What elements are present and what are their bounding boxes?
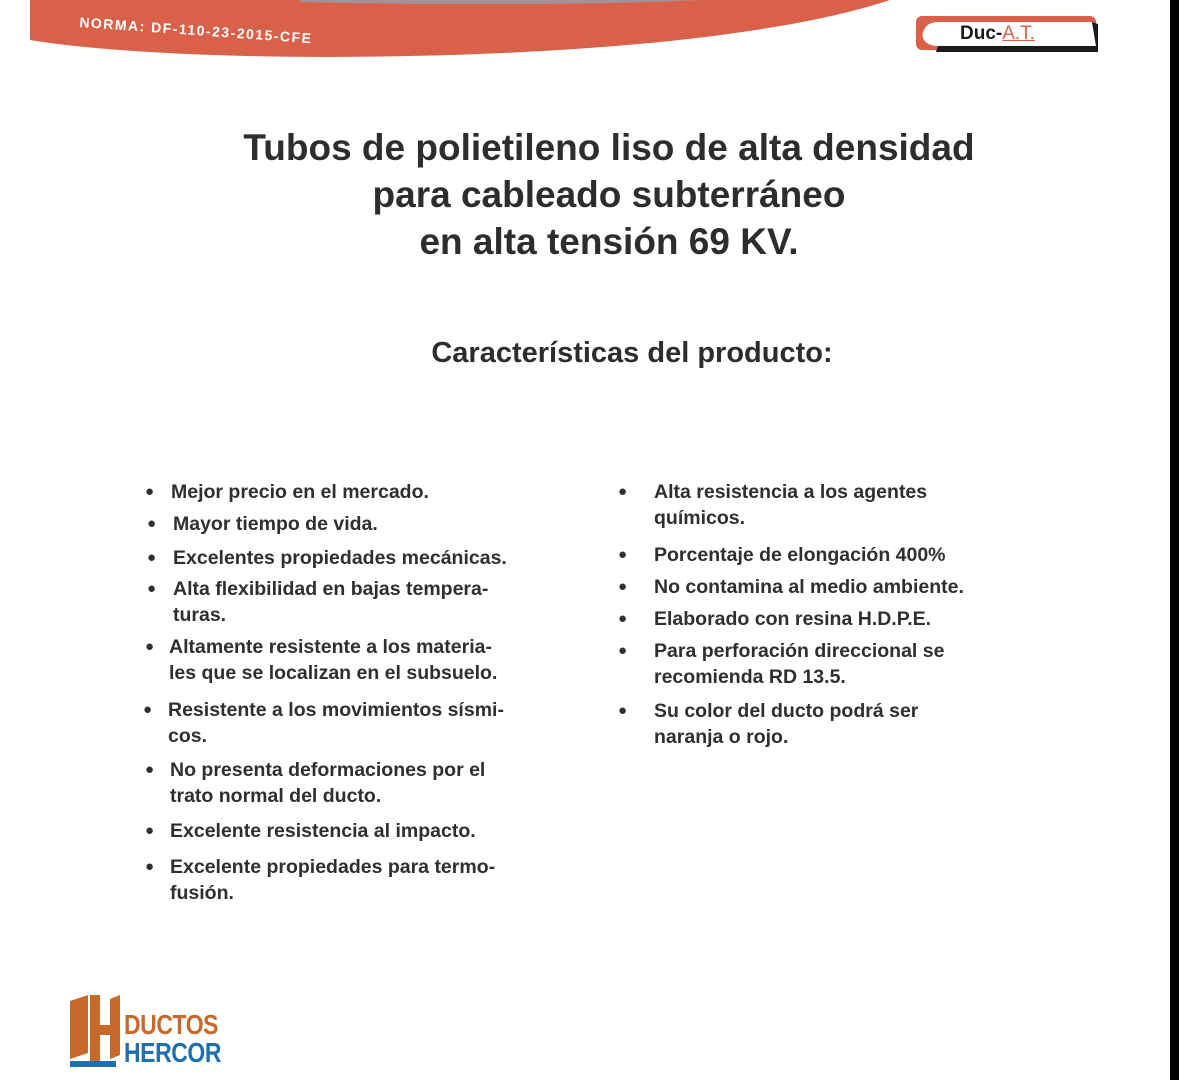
bullet-icon: ● (618, 610, 628, 627)
page-title: Tubos de polietileno liso de alta densidad para cableado subterráneo en alta tensión 69 KV. (243, 127, 975, 262)
section-title: Características del producto: (431, 337, 833, 369)
bullet-icon: ● (145, 822, 155, 839)
bullet-icon: ● (618, 642, 628, 659)
bullet-icon: ● (618, 702, 628, 719)
badge-label: Duc-A.T. (960, 23, 1035, 44)
bullet-icon: ● (145, 858, 155, 875)
bullet-icon: ● (147, 549, 157, 566)
bullet-icon: ● (143, 701, 153, 718)
bullet-icon: ● (618, 546, 628, 563)
bullet-icon: ● (618, 483, 628, 500)
logo-word-ductos: DUCTOS (124, 1009, 219, 1040)
bullet-icon: ● (145, 638, 155, 655)
logo-word-hercor: HERCOR (124, 1037, 222, 1068)
bullet-icon: ● (147, 515, 157, 532)
bullet-icon: ● (147, 580, 157, 597)
page-edge (1170, 0, 1179, 1080)
bullet-icon: ● (618, 578, 628, 595)
bullet-icon: ● (145, 483, 155, 500)
norma-label: NORMA: DF-110-23-2015-CFE (78, 14, 313, 47)
bullet-icon: ● (145, 761, 155, 778)
